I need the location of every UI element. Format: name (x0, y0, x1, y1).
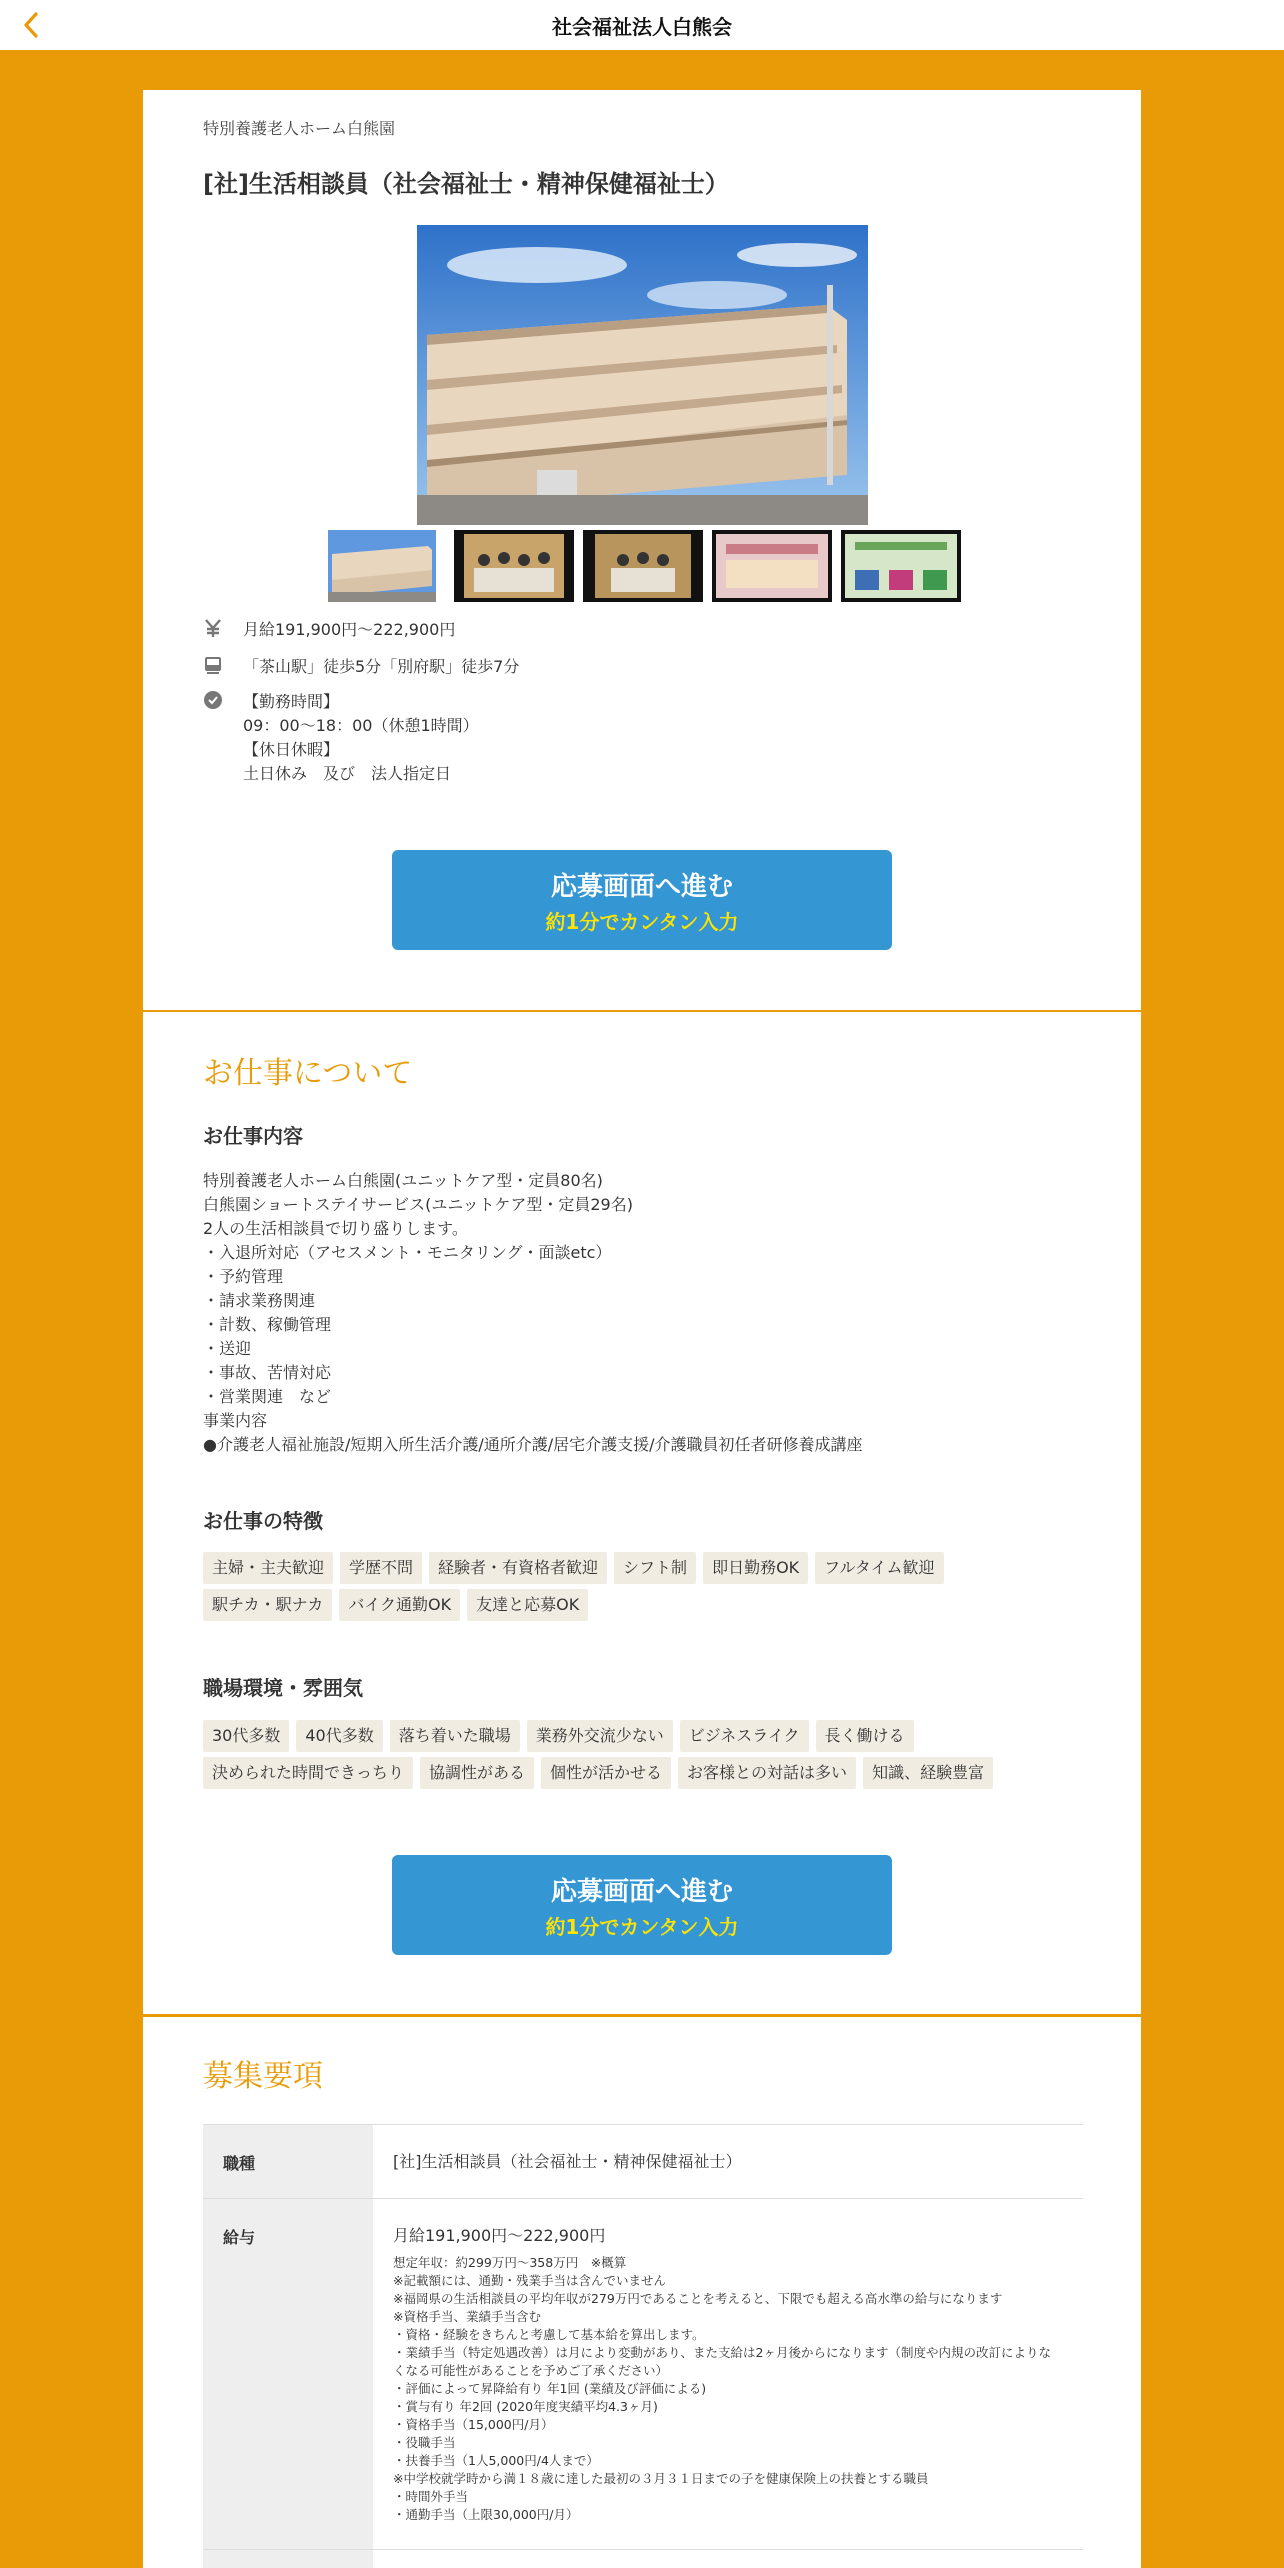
feature-tag: バイク通勤OK (339, 1589, 460, 1621)
apply-button-sublabel: 約1分でカンタン入力 (545, 1915, 739, 1939)
content-line: 白熊園ショートステイサービス(ユニットケア型・定員29名) (203, 1195, 633, 1214)
top-bar (0, 0, 1284, 50)
environment-tag: 協調性がある (420, 1757, 534, 1789)
hours-label: 【勤務時間】 (243, 692, 340, 711)
holiday-label: 【休日休暇】 (243, 740, 340, 759)
feature-tag: 即日勤務OK (703, 1552, 808, 1584)
features-title: お仕事の特徴 (203, 1509, 323, 1533)
salary-value: 月給191,900円〜222,900円 (393, 2226, 606, 2245)
thumbnail-3[interactable] (583, 530, 703, 602)
environment-title: 職場環境・雰囲気 (203, 1676, 363, 1700)
apply-button-label: 応募画面へ進む (550, 872, 733, 902)
salary-notes: 想定年収：約299万円～358万円 ※概算 ※記載額には、通勤・残業手当は含んでいません ※福岡県の生活相談員の平均年収が279万円であることを考えると、下限でも超える高水準の給与になります ※資格手当、業績手当含む ・資格・経験をきちんと考慮して基本給を算出します。 ・業績手当（特定処遇改善）は月により変動があり、また支給は2ヶ月後からになります（制度や内規の改訂によりなくなる可能性があることを予めご了承ください） ・評価によって昇降給有り 年1回 (業績及び評価による) ・賞与有り 年2回 (2020年度実績平均4.3ヶ月) ・資格手当（15,000円/月） ・役職手当 ・扶養手当（1人5,000円/4人まで） ※中学校就学時から満１８歳に達した最初の３月３１日までの子を健康保険上の扶養とする職員 ・時間外手当 ・通勤手当（上限30,000円/月） (393, 2255, 1051, 2522)
header-title: 社会福祉法人白熊会 (552, 14, 732, 39)
table-row-salary (203, 2199, 1083, 2550)
access-text: 「茶山駅」徒歩5分「別府駅」徒歩7分 (243, 657, 520, 676)
feature-tag: 経験者・有資格者歓迎 (429, 1552, 607, 1584)
content-line: ●介護老人福祉施設/短期入所生活介護/通所介護/居宅介護支援/介護職員初任者研修養成講座 (203, 1435, 863, 1454)
holiday-value: 土日休み 及び 法人指定日 (243, 764, 452, 783)
environment-tag: ビジネスライク (680, 1720, 809, 1752)
recruitment-card (143, 2017, 1141, 2568)
content-line: ・予約管理 (203, 1267, 284, 1286)
apply-button-sublabel: 約1分でカンタン入力 (545, 910, 739, 934)
environment-tag: お客様との対話は多い (678, 1757, 856, 1789)
environment-tag: 個性が活かせる (541, 1757, 671, 1789)
environment-tag: 40代多数 (296, 1720, 382, 1752)
environment-tag: 知識、経験豊富 (863, 1757, 993, 1789)
back-button[interactable] (14, 8, 48, 42)
salary-text: 月給191,900円〜222,900円 (243, 620, 456, 639)
apply-button-top[interactable] (392, 850, 892, 950)
flyer-thumb-image (841, 530, 961, 602)
salary-label: 給与 (203, 2199, 373, 2549)
environment-tag: 業務外交流少ない (527, 1720, 673, 1752)
hours-value: 09：00～18：00（休憩1時間） (243, 716, 479, 735)
group-photo-thumb-image (583, 530, 703, 602)
environment-tag: 落ち着いた職場 (390, 1720, 520, 1752)
clock-icon (203, 690, 223, 710)
thumbnail-4[interactable] (712, 530, 832, 602)
yen-icon (203, 618, 223, 638)
job-type-label: 職種 (203, 2125, 373, 2198)
feature-tag: 友達と応募OK (467, 1589, 588, 1621)
group-photo-thumb-image (454, 530, 574, 602)
features-tags (203, 1552, 1083, 1626)
chevron-left-icon (21, 11, 41, 39)
environment-tag: 決められた時間できっちり (203, 1757, 413, 1789)
job-content-title: お仕事内容 (203, 1124, 303, 1148)
building-thumb-image (328, 530, 436, 602)
content-line: ・請求業務関連 (203, 1291, 316, 1310)
environment-tags (203, 1720, 1083, 1794)
feature-tag: 学歴不問 (340, 1552, 422, 1584)
apply-button-label: 応募画面へ進む (550, 1877, 733, 1907)
about-job-card (143, 1012, 1141, 2014)
train-icon (203, 655, 223, 675)
facility-name: 特別養護老人ホーム白熊園 (203, 119, 396, 138)
feature-tag: シフト制 (614, 1552, 696, 1584)
main-photo[interactable] (417, 225, 868, 525)
content-line: ・計数、稼働管理 (203, 1315, 332, 1334)
flyer-thumb-image (712, 530, 832, 602)
feature-tag: 駅チカ・駅ナカ (203, 1589, 332, 1621)
about-section-title: お仕事について (203, 1056, 413, 1091)
job-type-value: [社]生活相談員（社会福祉士・精神保健福祉士） (393, 2152, 742, 2171)
environment-tag: 長く働ける (816, 1720, 914, 1752)
job-summary-card (143, 90, 1141, 1010)
content-line: ・事故、苦情対応 (203, 1363, 332, 1382)
thumbnail-1[interactable] (328, 530, 436, 602)
table-row-next (203, 2550, 1083, 2568)
table-row-job-type (203, 2125, 1083, 2199)
thumbnail-5[interactable] (841, 530, 961, 602)
content-line: ・入退所対応（アセスメント・モニタリング・面談etc） (203, 1243, 612, 1262)
thumbnail-2[interactable] (454, 530, 574, 602)
hours-text-block (243, 690, 479, 786)
recruit-section-title: 募集要項 (203, 2059, 323, 2094)
content-line: 事業内容 (203, 1411, 268, 1430)
salary-cell (373, 2199, 1083, 2544)
content-line: 特別養護老人ホーム白熊園(ユニットケア型・定員80名) (203, 1171, 603, 1190)
building-photo-image (417, 225, 868, 525)
apply-button-middle[interactable] (392, 1855, 892, 1955)
feature-tag: 主婦・主夫歓迎 (203, 1552, 333, 1584)
job-content-text (203, 1169, 863, 1457)
next-row-label (203, 2550, 373, 2568)
job-title: [社]生活相談員（社会福祉士・精神保健福祉士） (203, 170, 729, 198)
content-line: 2人の生活相談員で切り盛りします。 (203, 1219, 468, 1238)
environment-tag: 30代多数 (203, 1720, 289, 1752)
feature-tag: フルタイム歓迎 (815, 1552, 943, 1584)
content-line: ・営業関連 など (203, 1387, 332, 1406)
content-line: ・送迎 (203, 1339, 252, 1358)
recruit-table (203, 2124, 1083, 2568)
